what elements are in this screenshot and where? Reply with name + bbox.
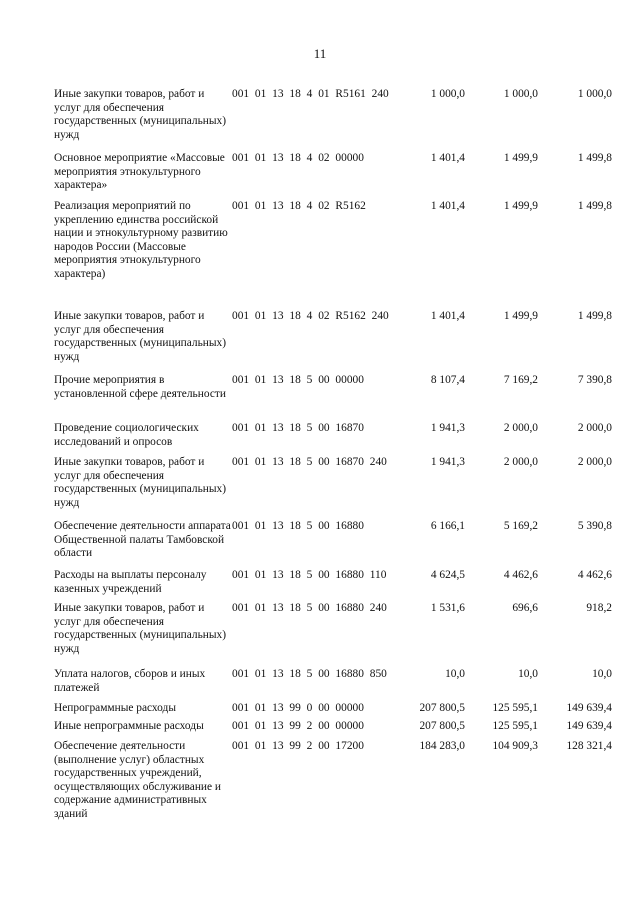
row-code: 001 01 13 18 5 00 16880 850	[232, 668, 387, 680]
row-value-1: 1 531,6	[430, 602, 465, 614]
row-code: 001 01 13 18 5 00 16880 110	[232, 569, 387, 581]
row-value-2: 104 909,3	[492, 740, 538, 752]
row-value-1: 207 800,5	[419, 702, 465, 714]
row-value-3: 7 390,8	[577, 374, 612, 386]
row-value-1: 1 000,0	[430, 88, 465, 100]
row-code: 001 01 13 18 5 00 16880	[232, 520, 364, 532]
row-name: Уплата налогов, сборов и иных платежей	[54, 668, 206, 694]
row-value-3: 2 000,0	[577, 456, 612, 468]
row-value-2: 696,6	[512, 602, 538, 614]
row-code: 001 01 13 18 4 02 R5162 240	[232, 310, 389, 322]
row-value-1: 1 941,3	[430, 456, 465, 468]
row-value-2: 7 169,2	[503, 374, 538, 386]
row-code: 001 01 13 18 4 01 R5161 240	[232, 88, 389, 100]
row-code: 001 01 13 99 0 00 00000	[232, 702, 364, 714]
row-code: 001 01 13 99 2 00 00000	[232, 720, 364, 732]
row-value-3: 10,0	[592, 668, 612, 680]
row-value-1: 1 401,4	[430, 310, 465, 322]
row-code: 001 01 13 18 4 02 R5162	[232, 200, 366, 212]
row-value-2: 1 499,9	[503, 152, 538, 164]
row-code: 001 01 13 18 5 00 16870 240	[232, 456, 387, 468]
row-name: Обеспечение деятельности аппарата Общественной палаты Тамбовской области	[54, 520, 231, 560]
row-name: Иные закупки товаров, работ и услуг для обеспечения государственных (муниципальных) нужд	[54, 456, 227, 509]
row-code: 001 01 13 99 2 00 17200	[232, 740, 364, 752]
page-number: 11	[313, 46, 327, 61]
row-value-2: 125 595,1	[492, 702, 538, 714]
row-value-2: 1 499,9	[503, 310, 538, 322]
row-value-3: 128 321,4	[566, 740, 612, 752]
row-name: Иные закупки товаров, работ и услуг для обеспечения государственных (муниципальных) нужд	[54, 310, 227, 363]
row-value-3: 4 462,6	[577, 569, 612, 581]
row-code: 001 01 13 18 5 00 16870	[232, 422, 364, 434]
row-name: Непрограммные расходы	[54, 702, 176, 714]
row-value-1: 8 107,4	[430, 374, 465, 386]
row-value-3: 1 499,8	[577, 152, 612, 164]
row-code: 001 01 13 18 4 02 00000	[232, 152, 364, 164]
row-value-1: 1 941,3	[430, 422, 465, 434]
row-name: Иные закупки товаров, работ и услуг для обеспечения государственных (муниципальных) нужд	[54, 88, 227, 141]
row-value-3: 5 390,8	[577, 520, 612, 532]
row-value-1: 1 401,4	[430, 152, 465, 164]
row-name: Обеспечение деятельности (выполнение услуг) областных государственных учреждений, осуществляющих обслуживание и содержание административных зданий	[54, 740, 222, 820]
row-value-2: 2 000,0	[503, 456, 538, 468]
row-name: Основное мероприятие «Массовые мероприятия этнокультурного характера»	[54, 152, 225, 192]
row-name: Иные непрограммные расходы	[54, 720, 204, 732]
row-value-2: 1 000,0	[503, 88, 538, 100]
row-name: Иные закупки товаров, работ и услуг для обеспечения государственных (муниципальных) нужд	[54, 602, 227, 655]
row-value-1: 1 401,4	[430, 200, 465, 212]
row-value-3: 1 499,8	[577, 310, 612, 322]
row-value-1: 10,0	[445, 668, 465, 680]
row-value-3: 149 639,4	[566, 720, 612, 732]
row-value-2: 5 169,2	[503, 520, 538, 532]
row-value-2: 10,0	[518, 668, 538, 680]
row-value-2: 1 499,9	[503, 200, 538, 212]
row-value-3: 2 000,0	[577, 422, 612, 434]
row-name: Прочие мероприятия в установленной сфере деятельности	[54, 374, 226, 400]
row-value-3: 918,2	[586, 602, 612, 614]
row-value-1: 184 283,0	[419, 740, 465, 752]
row-code: 001 01 13 18 5 00 00000	[232, 374, 364, 386]
row-value-2: 4 462,6	[503, 569, 538, 581]
row-name: Проведение социологических исследований и опросов	[54, 422, 199, 448]
row-value-3: 1 499,8	[577, 200, 612, 212]
row-value-1: 4 624,5	[430, 569, 465, 581]
row-name: Реализация мероприятий по укреплению единства российской нации и этнокультурному развитию народов России (Массовые мероприятия этнокультурного характера)	[54, 200, 228, 280]
row-value-2: 125 595,1	[492, 720, 538, 732]
row-value-1: 6 166,1	[430, 520, 465, 532]
row-value-3: 149 639,4	[566, 702, 612, 714]
row-name: Расходы на выплаты персоналу казенных учреждений	[54, 569, 207, 595]
row-value-3: 1 000,0	[577, 88, 612, 100]
row-value-2: 2 000,0	[503, 422, 538, 434]
row-value-1: 207 800,5	[419, 720, 465, 732]
row-code: 001 01 13 18 5 00 16880 240	[232, 602, 387, 614]
